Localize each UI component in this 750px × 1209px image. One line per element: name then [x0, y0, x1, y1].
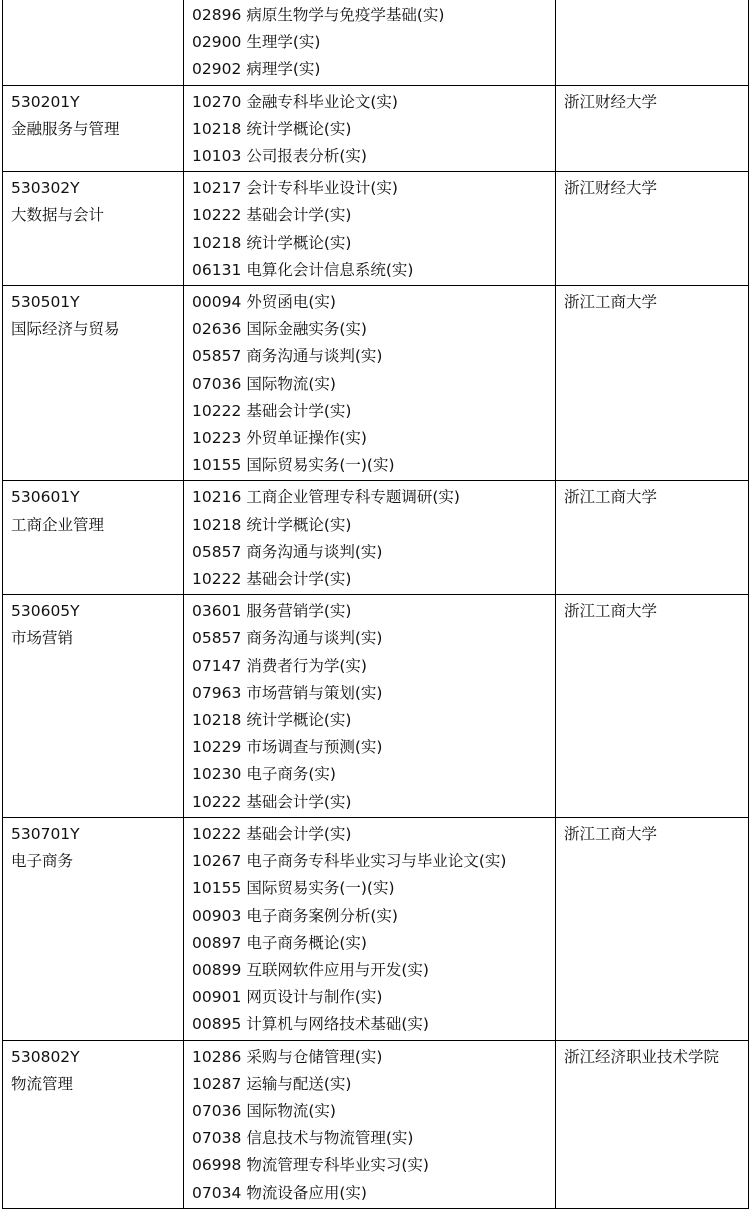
course-code: 10230 [192, 765, 242, 784]
course-item [192, 707, 549, 734]
course-code: 10218 [192, 515, 242, 534]
major-code: 530701Y [11, 824, 80, 843]
university-cell [556, 481, 749, 595]
course-item [192, 930, 549, 957]
course-code: 00903 [192, 906, 242, 925]
major-name: 金融服务与管理 [11, 119, 120, 138]
course-code: 05857 [192, 542, 242, 561]
course-item [192, 512, 549, 539]
course-name: 国际物流(实) [246, 374, 336, 393]
major-name: 工商企业管理 [11, 515, 105, 534]
major-name: 大数据与会计 [11, 206, 105, 225]
course-name: 统计学概论(实) [246, 233, 352, 252]
course-code: 05857 [192, 629, 242, 648]
major-cell [3, 1040, 184, 1208]
course-name: 统计学概论(实) [246, 711, 352, 730]
course-code: 10218 [192, 711, 242, 730]
course-item [192, 734, 549, 761]
course-item [192, 821, 549, 848]
course-name: 网页设计与制作(实) [246, 988, 383, 1007]
course-item [192, 2, 549, 29]
course-item [192, 1071, 549, 1098]
university-name: 浙江工商大学 [564, 824, 658, 843]
course-item [192, 371, 549, 398]
course-code: 02902 [192, 60, 242, 79]
course-name: 国际贸易实务(一)(实) [246, 456, 395, 475]
majors-table [2, 0, 749, 1209]
course-code: 10218 [192, 233, 242, 252]
course-code: 10229 [192, 738, 242, 757]
major-code: 530605Y [11, 602, 80, 621]
courses-cell [184, 595, 556, 818]
course-code: 10222 [192, 206, 242, 225]
course-item [192, 1098, 549, 1125]
course-item [192, 1125, 549, 1152]
major-cell [3, 0, 184, 85]
course-item [192, 398, 549, 425]
table-row [3, 1040, 749, 1208]
major-name: 市场营销 [11, 629, 74, 648]
course-item [192, 1011, 549, 1038]
course-item [192, 761, 549, 788]
courses-cell [184, 286, 556, 481]
course-code: 02636 [192, 320, 242, 339]
courses-cell [184, 481, 556, 595]
course-name: 服务营销学(实) [246, 602, 352, 621]
course-item [192, 566, 549, 593]
course-code: 10103 [192, 147, 242, 166]
course-name: 电算化会计信息系统(实) [246, 260, 414, 279]
course-name: 统计学概论(实) [246, 119, 352, 138]
course-name: 公司报表分析(实) [246, 147, 367, 166]
course-name: 外贸函电(实) [246, 293, 336, 312]
table-row [3, 595, 749, 818]
course-name: 金融专科毕业论文(实) [246, 92, 398, 111]
university-cell [556, 85, 749, 172]
table-row [3, 481, 749, 595]
course-item [192, 230, 549, 257]
major-code: 530802Y [11, 1047, 80, 1066]
course-code: 10286 [192, 1047, 242, 1066]
course-name: 病理学(实) [246, 60, 321, 79]
major-code: 530501Y [11, 293, 80, 312]
course-item [192, 116, 549, 143]
major-name: 国际经济与贸易 [11, 320, 120, 339]
major-code: 530601Y [11, 488, 80, 507]
course-name: 运输与配送(实) [246, 1074, 352, 1093]
course-item [192, 1044, 549, 1071]
course-item [192, 56, 549, 83]
course-item [192, 789, 549, 816]
course-name: 市场营销与策划(实) [246, 683, 383, 702]
course-name: 电子商务案例分析(实) [246, 906, 398, 925]
university-cell [556, 1040, 749, 1208]
course-code: 10223 [192, 429, 242, 448]
course-item [192, 984, 549, 1011]
major-code: 530302Y [11, 179, 80, 198]
course-item [192, 680, 549, 707]
course-item [192, 1180, 549, 1207]
course-code: 00094 [192, 293, 242, 312]
course-name: 电子商务(实) [246, 765, 336, 784]
course-code: 02896 [192, 6, 242, 24]
course-item [192, 343, 549, 370]
course-name: 统计学概论(实) [246, 515, 352, 534]
major-cell [3, 817, 184, 1040]
course-code: 05857 [192, 347, 242, 366]
course-item [192, 653, 549, 680]
course-name: 基础会计学(实) [246, 792, 352, 811]
course-item [192, 202, 549, 229]
course-code: 07963 [192, 683, 242, 702]
course-name: 外贸单证操作(实) [246, 429, 367, 448]
course-code: 02900 [192, 33, 242, 52]
university-cell [556, 172, 749, 286]
course-code: 00901 [192, 988, 242, 1007]
course-code: 10216 [192, 488, 242, 507]
course-item [192, 539, 549, 566]
course-item [192, 625, 549, 652]
course-name: 消费者行为学(实) [246, 656, 367, 675]
course-name: 物流管理专科毕业实习(实) [246, 1156, 429, 1175]
course-name: 电子商务专科毕业实习与毕业论文(实) [246, 852, 507, 871]
course-name: 国际物流(实) [246, 1101, 336, 1120]
course-name: 基础会计学(实) [246, 401, 352, 420]
major-cell [3, 481, 184, 595]
course-name: 国际贸易实务(一)(实) [246, 879, 395, 898]
course-item [192, 484, 549, 511]
major-cell [3, 286, 184, 481]
course-name: 信息技术与物流管理(实) [246, 1129, 414, 1148]
courses-cell [184, 172, 556, 286]
course-code: 07038 [192, 1129, 242, 1148]
university-name: 浙江工商大学 [564, 293, 658, 312]
course-code: 10222 [192, 401, 242, 420]
course-code: 03601 [192, 602, 242, 621]
course-code: 10217 [192, 179, 242, 198]
course-name: 商务沟通与谈判(实) [246, 347, 383, 366]
course-item [192, 289, 549, 316]
course-item [192, 143, 549, 170]
major-cell [3, 85, 184, 172]
course-item [192, 848, 549, 875]
course-name: 市场调查与预测(实) [246, 738, 383, 757]
university-name: 浙江经济职业技术学院 [564, 1047, 720, 1066]
table-row [3, 286, 749, 481]
major-code: 530201Y [11, 92, 80, 111]
course-name: 物流设备应用(实) [246, 1183, 367, 1202]
table-row [3, 0, 749, 85]
course-item [192, 29, 549, 56]
university-name: 浙江工商大学 [564, 602, 658, 621]
university-cell [556, 595, 749, 818]
university-cell [556, 0, 749, 85]
university-name: 浙江工商大学 [564, 488, 658, 507]
course-item [192, 452, 549, 479]
course-item [192, 1152, 549, 1179]
course-code: 06131 [192, 260, 242, 279]
course-name: 采购与仓储管理(实) [246, 1047, 383, 1066]
course-code: 07036 [192, 1101, 242, 1120]
course-item [192, 257, 549, 284]
courses-cell [184, 85, 556, 172]
course-item [192, 425, 549, 452]
major-cell [3, 595, 184, 818]
course-item [192, 875, 549, 902]
course-code: 10267 [192, 852, 242, 871]
course-code: 10222 [192, 570, 242, 589]
course-name: 基础会计学(实) [246, 824, 352, 843]
course-name: 会计专科毕业设计(实) [246, 179, 398, 198]
course-item [192, 89, 549, 116]
course-code: 10218 [192, 119, 242, 138]
course-code: 10222 [192, 824, 242, 843]
course-name: 基础会计学(实) [246, 570, 352, 589]
course-code: 00895 [192, 1015, 242, 1034]
course-code: 10287 [192, 1074, 242, 1093]
course-name: 商务沟通与谈判(实) [246, 629, 383, 648]
courses-cell [184, 817, 556, 1040]
courses-cell [184, 1040, 556, 1208]
course-item [192, 957, 549, 984]
course-code: 10222 [192, 792, 242, 811]
table-row [3, 85, 749, 172]
course-item [192, 903, 549, 930]
course-item [192, 598, 549, 625]
university-name: 浙江财经大学 [564, 179, 658, 198]
course-code: 00897 [192, 933, 242, 952]
course-name: 计算机与网络技术基础(实) [246, 1015, 429, 1034]
major-name: 物流管理 [11, 1074, 74, 1093]
course-name: 工商企业管理专科专题调研(实) [246, 488, 460, 507]
course-code: 10155 [192, 879, 242, 898]
course-name: 电子商务概论(实) [246, 933, 367, 952]
university-cell [556, 817, 749, 1040]
table-row [3, 172, 749, 286]
major-cell [3, 172, 184, 286]
course-code: 00899 [192, 960, 242, 979]
course-name: 病原生物学与免疫学基础(实) [246, 6, 445, 24]
table-row [3, 817, 749, 1040]
course-code: 10155 [192, 456, 242, 475]
course-item [192, 316, 549, 343]
course-code: 10270 [192, 92, 242, 111]
university-cell [556, 286, 749, 481]
course-name: 国际金融实务(实) [246, 320, 367, 339]
course-item [192, 175, 549, 202]
majors-table-body [3, 0, 749, 1208]
course-code: 07036 [192, 374, 242, 393]
university-name: 浙江财经大学 [564, 92, 658, 111]
course-code: 07034 [192, 1183, 242, 1202]
course-code: 07147 [192, 656, 242, 675]
course-name: 基础会计学(实) [246, 206, 352, 225]
courses-cell [184, 0, 556, 85]
major-name: 电子商务 [11, 852, 74, 871]
course-name: 生理学(实) [246, 33, 321, 52]
course-name: 商务沟通与谈判(实) [246, 542, 383, 561]
course-code: 06998 [192, 1156, 242, 1175]
course-name: 互联网软件应用与开发(实) [246, 960, 429, 979]
